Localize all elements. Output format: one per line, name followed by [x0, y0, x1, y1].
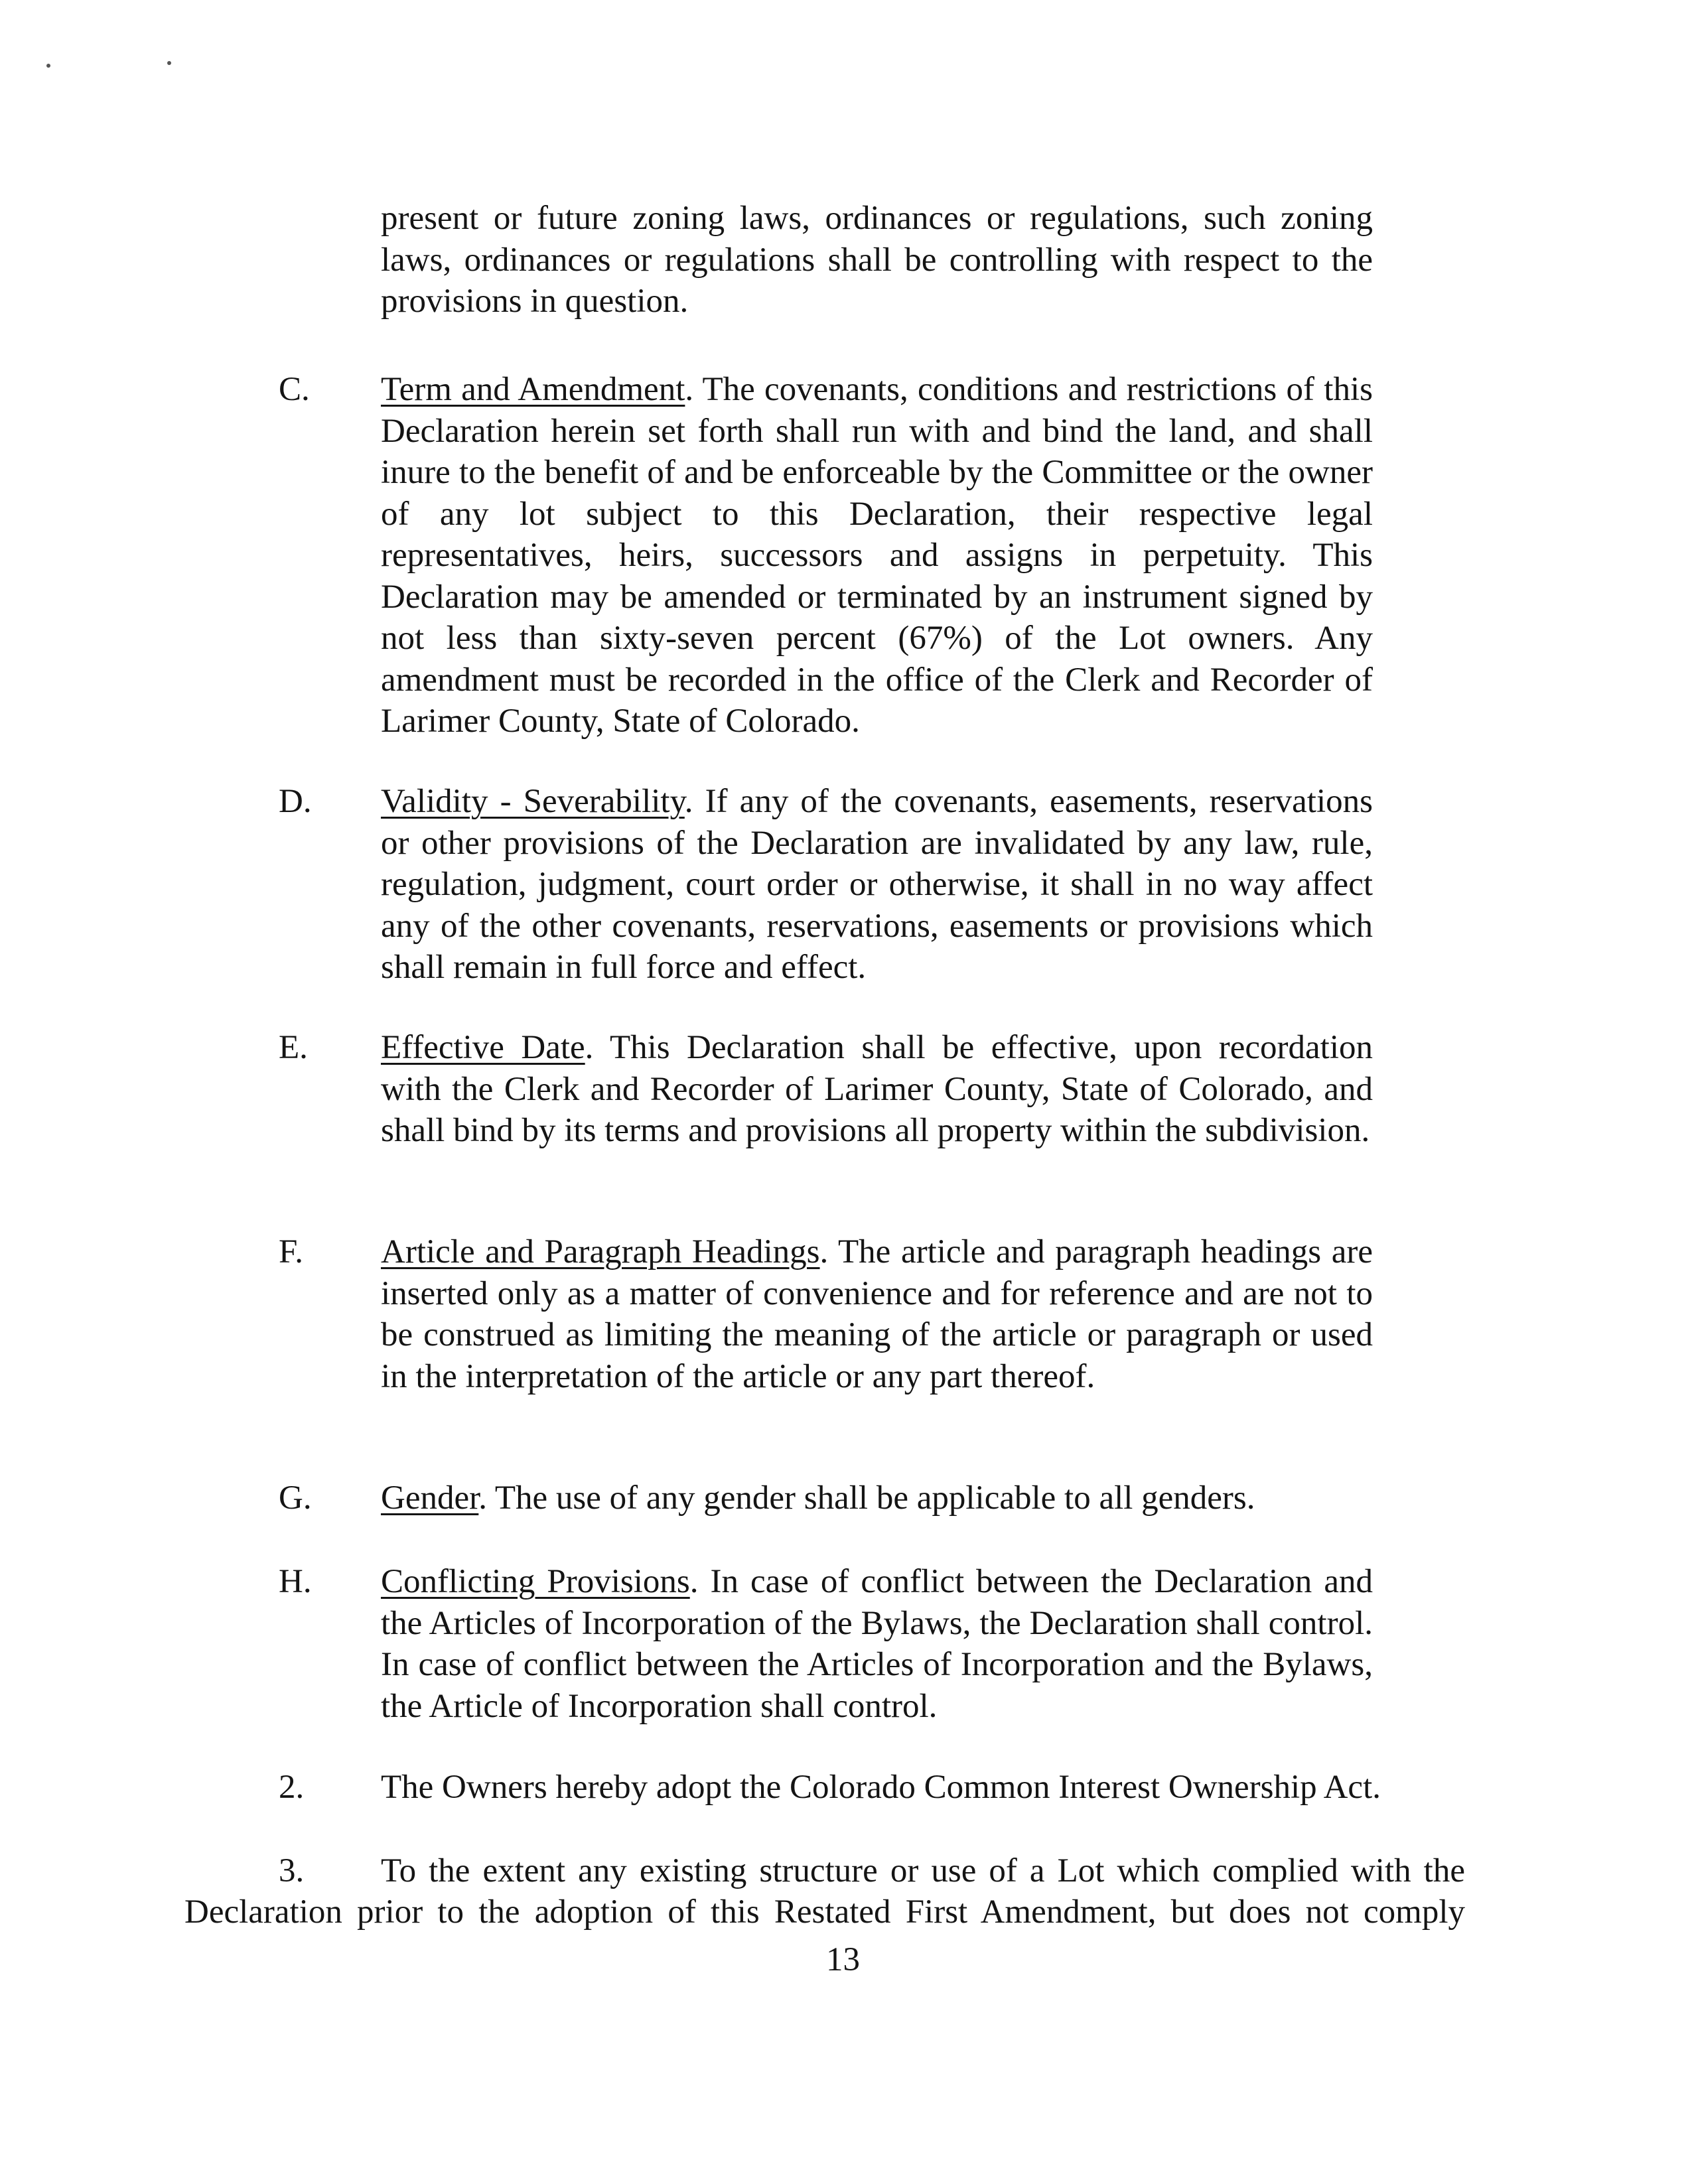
item-letter: D.	[279, 783, 312, 820]
paragraph-number: 2.	[279, 1769, 305, 1806]
item-paragraph	[381, 1027, 1373, 1152]
item-text: . The article and paragraph headings are inserted only as a matter of convenience and for reference and are not to be construed as limiting the meaning of the article or paragraph or used in the interpretation of the article or any part thereof.	[381, 1233, 1373, 1395]
page-number: 13	[826, 1941, 860, 1978]
item-paragraph	[381, 1561, 1373, 1727]
item-heading: Term and Amendment	[381, 371, 685, 408]
item-heading: Article and Paragraph Headings	[381, 1233, 820, 1270]
item-heading: Gender	[381, 1479, 479, 1517]
item-heading: Validity - Severability	[381, 783, 685, 820]
scan-speck	[46, 64, 50, 68]
item-text: . The covenants, conditions and restrictions of this Declaration herein set forth shall run with and bind the land, and shall inure to the benefit of and be enforceable by the Committee or the owner of any lot subject to this Declaration, their respective legal representatives, heirs, successors and assigns in perpetuity. This Declaration may be amended or terminated by an instrument signed by not less than sixty-seven percent (67%) of the Lot owners. Any amendment must be recorded in the office of the Clerk and Recorder of Larimer County, State of Colorado.	[381, 371, 1373, 740]
item-letter: H.	[279, 1563, 312, 1600]
item-letter: F.	[279, 1233, 304, 1270]
item-text: . In case of conflict between the Declaration and the Articles of Incorporation of the Bylaws, the Declaration shall control. In case of conflict between the Articles of Incorporation and the Bylaws, the Article of Incorporation shall control.	[381, 1563, 1373, 1725]
paragraph-number: 3.	[279, 1852, 305, 1889]
scan-speck	[167, 61, 171, 65]
item-letter: G.	[279, 1479, 312, 1517]
item-paragraph	[381, 369, 1373, 742]
item-text: . This Declaration shall be effective, upon recordation with the Clerk and Recorder of Larimer County, State of Colorado, and shall bind by its terms and provisions all property within the subdivision.	[381, 1029, 1373, 1149]
item-letter: C.	[279, 371, 310, 408]
item-paragraph	[381, 1477, 1373, 1519]
item-text: . If any of the covenants, easements, reservations or other provisions of the Declaration are invalidated by any law, rule, regulation, judgment, court order or otherwise, it shall in no way affect any of the other covenants, reservations, easements or provisions which shall remain in full force and effect.	[381, 783, 1373, 986]
paragraph-text-line: Declaration prior to the adoption of this Restated First Amendment, but does not comply	[184, 1893, 1465, 1931]
item-heading: Effective Date	[381, 1029, 585, 1066]
item-text: . The use of any gender shall be applicable to all genders.	[478, 1479, 1255, 1517]
item-paragraph	[381, 1231, 1373, 1397]
intro-paragraph: present or future zoning laws, ordinances or regulations, such zoning laws, ordinances or regulations shall be controlling with respect to the provisions in question.	[381, 200, 1373, 320]
paragraph-text-line: To the extent any existing structure or use of a Lot which complied with the	[381, 1852, 1465, 1889]
item-heading: Conflicting Provisions	[381, 1563, 690, 1600]
item-letter: E.	[279, 1029, 308, 1066]
paragraph-text: The Owners hereby adopt the Colorado Common Interest Ownership Act.	[381, 1769, 1381, 1806]
item-paragraph	[381, 781, 1373, 989]
